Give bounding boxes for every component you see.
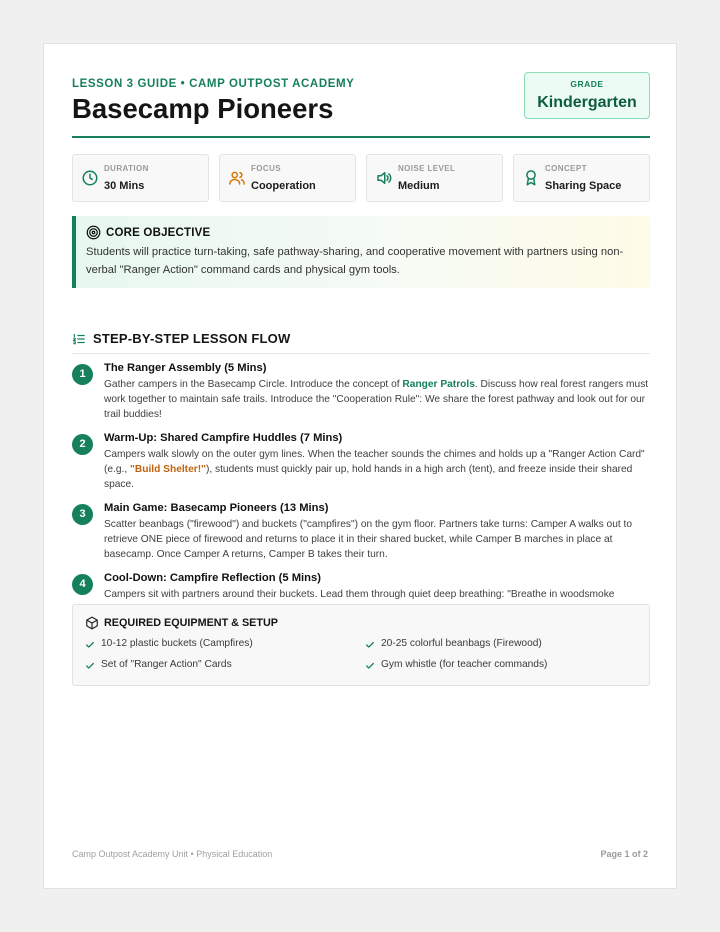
grade-value: Kindergarten xyxy=(537,94,637,111)
grade-badge xyxy=(524,72,650,119)
meta-value: Sharing Space xyxy=(545,180,622,192)
meta-card-focus xyxy=(219,154,356,202)
meta-value: 30 Mins xyxy=(104,180,145,192)
equipment-title: REQUIRED EQUIPMENT & SETUP xyxy=(104,617,278,629)
objective-text: Students will practice turn-taking, safe pathway-sharing, and cooperative movement with partners using non-verbal "Ranger Action" command cards and physical gym tools. xyxy=(86,246,624,276)
clock-icon xyxy=(81,169,99,187)
meta-label: FOCUS xyxy=(251,164,281,173)
core-objective xyxy=(72,216,650,288)
page-number: Page 1 of 2 xyxy=(600,849,648,859)
step-title: Cool-Down: Campfire Reflection (5 Mins) xyxy=(104,572,321,584)
step-title: The Ranger Assembly (5 Mins) xyxy=(104,362,267,374)
objective-title: CORE OBJECTIVE xyxy=(106,227,211,239)
numbered-list-icon xyxy=(72,332,86,346)
users-icon xyxy=(228,169,246,187)
award-icon xyxy=(522,169,540,187)
step-number-badge: 3 xyxy=(72,504,93,525)
meta-value: Cooperation xyxy=(251,180,316,192)
step-number-badge: 1 xyxy=(72,364,93,385)
meta-card-duration xyxy=(72,154,209,202)
step-highlight: Ranger Patrols xyxy=(402,379,475,390)
meta-label: NOISE LEVEL xyxy=(398,164,456,173)
meta-card-concept xyxy=(513,154,650,202)
equipment-item: 10-12 plastic buckets (Campfires) xyxy=(101,638,253,649)
equipment-box xyxy=(72,604,650,686)
meta-card-noise-level xyxy=(366,154,503,202)
equipment-item: Gym whistle (for teacher commands) xyxy=(381,659,548,670)
meta-label: DURATION xyxy=(104,164,149,173)
step-title: Warm-Up: Shared Campfire Huddles (7 Mins) xyxy=(104,432,343,444)
check-icon xyxy=(85,640,95,650)
equipment-item: 20-25 colorful beanbags (Firewood) xyxy=(381,638,542,649)
page-title: Basecamp Pioneers xyxy=(72,93,334,124)
footer-unit-label: Camp Outpost Academy Unit • Physical Education xyxy=(72,849,273,859)
lesson-flow-heading xyxy=(72,330,650,354)
equipment-item: Set of "Ranger Action" Cards xyxy=(101,659,232,670)
lesson-page xyxy=(43,43,677,889)
check-icon xyxy=(365,661,375,671)
step-description: Campers sit with partners around their buckets. Lead them through quiet deep breathing: "Breathe in woodsmoke xyxy=(104,589,615,600)
lesson-header xyxy=(72,72,650,138)
meta-value: Medium xyxy=(398,180,440,192)
target-icon xyxy=(86,225,101,240)
step-description: Campers walk slowly on the outer gym lines. When the teacher sounds the chimes and holds up a "Ranger Action Card" (e.g., "Build Shelter!"), students must quickly pair up, hold hands in a high arch (tent), and freeze inside their shared space. xyxy=(104,449,645,490)
lesson-eyebrow: LESSON 3 GUIDE • CAMP OUTPOST ACADEMY xyxy=(72,78,355,90)
step-number-badge: 2 xyxy=(72,434,93,455)
step-description: Scatter beanbags ("firewood") and buckets ("campfires") on the gym floor. Partners take turns: Camper A walks out to retrieve ONE piece of firewood and returns to place it in their shared bucket, while Camper B marches in place at basecamp. Once Camper A returns, Camper B takes their turn. xyxy=(104,519,633,560)
step-description: Gather campers in the Basecamp Circle. Introduce the concept of Ranger Patrols. Discuss how real forest rangers must work together to maintain safe trails. Introduce the "Cooperation Rule": We share the forest pathway and look out for our trail buddies! xyxy=(104,379,649,420)
flow-title: STEP-BY-STEP LESSON FLOW xyxy=(93,331,291,346)
meta-label: CONCEPT xyxy=(545,164,587,173)
lesson-meta-row xyxy=(72,154,650,202)
check-icon xyxy=(85,661,95,671)
box-icon xyxy=(85,616,99,630)
step-title: Main Game: Basecamp Pioneers (13 Mins) xyxy=(104,502,329,514)
step-number-badge: 4 xyxy=(72,574,93,595)
check-icon xyxy=(365,640,375,650)
speaker-icon xyxy=(375,169,393,187)
page-content xyxy=(72,72,650,670)
grade-label: GRADE xyxy=(570,79,604,89)
step-highlight: "Build Shelter!" xyxy=(130,464,206,475)
